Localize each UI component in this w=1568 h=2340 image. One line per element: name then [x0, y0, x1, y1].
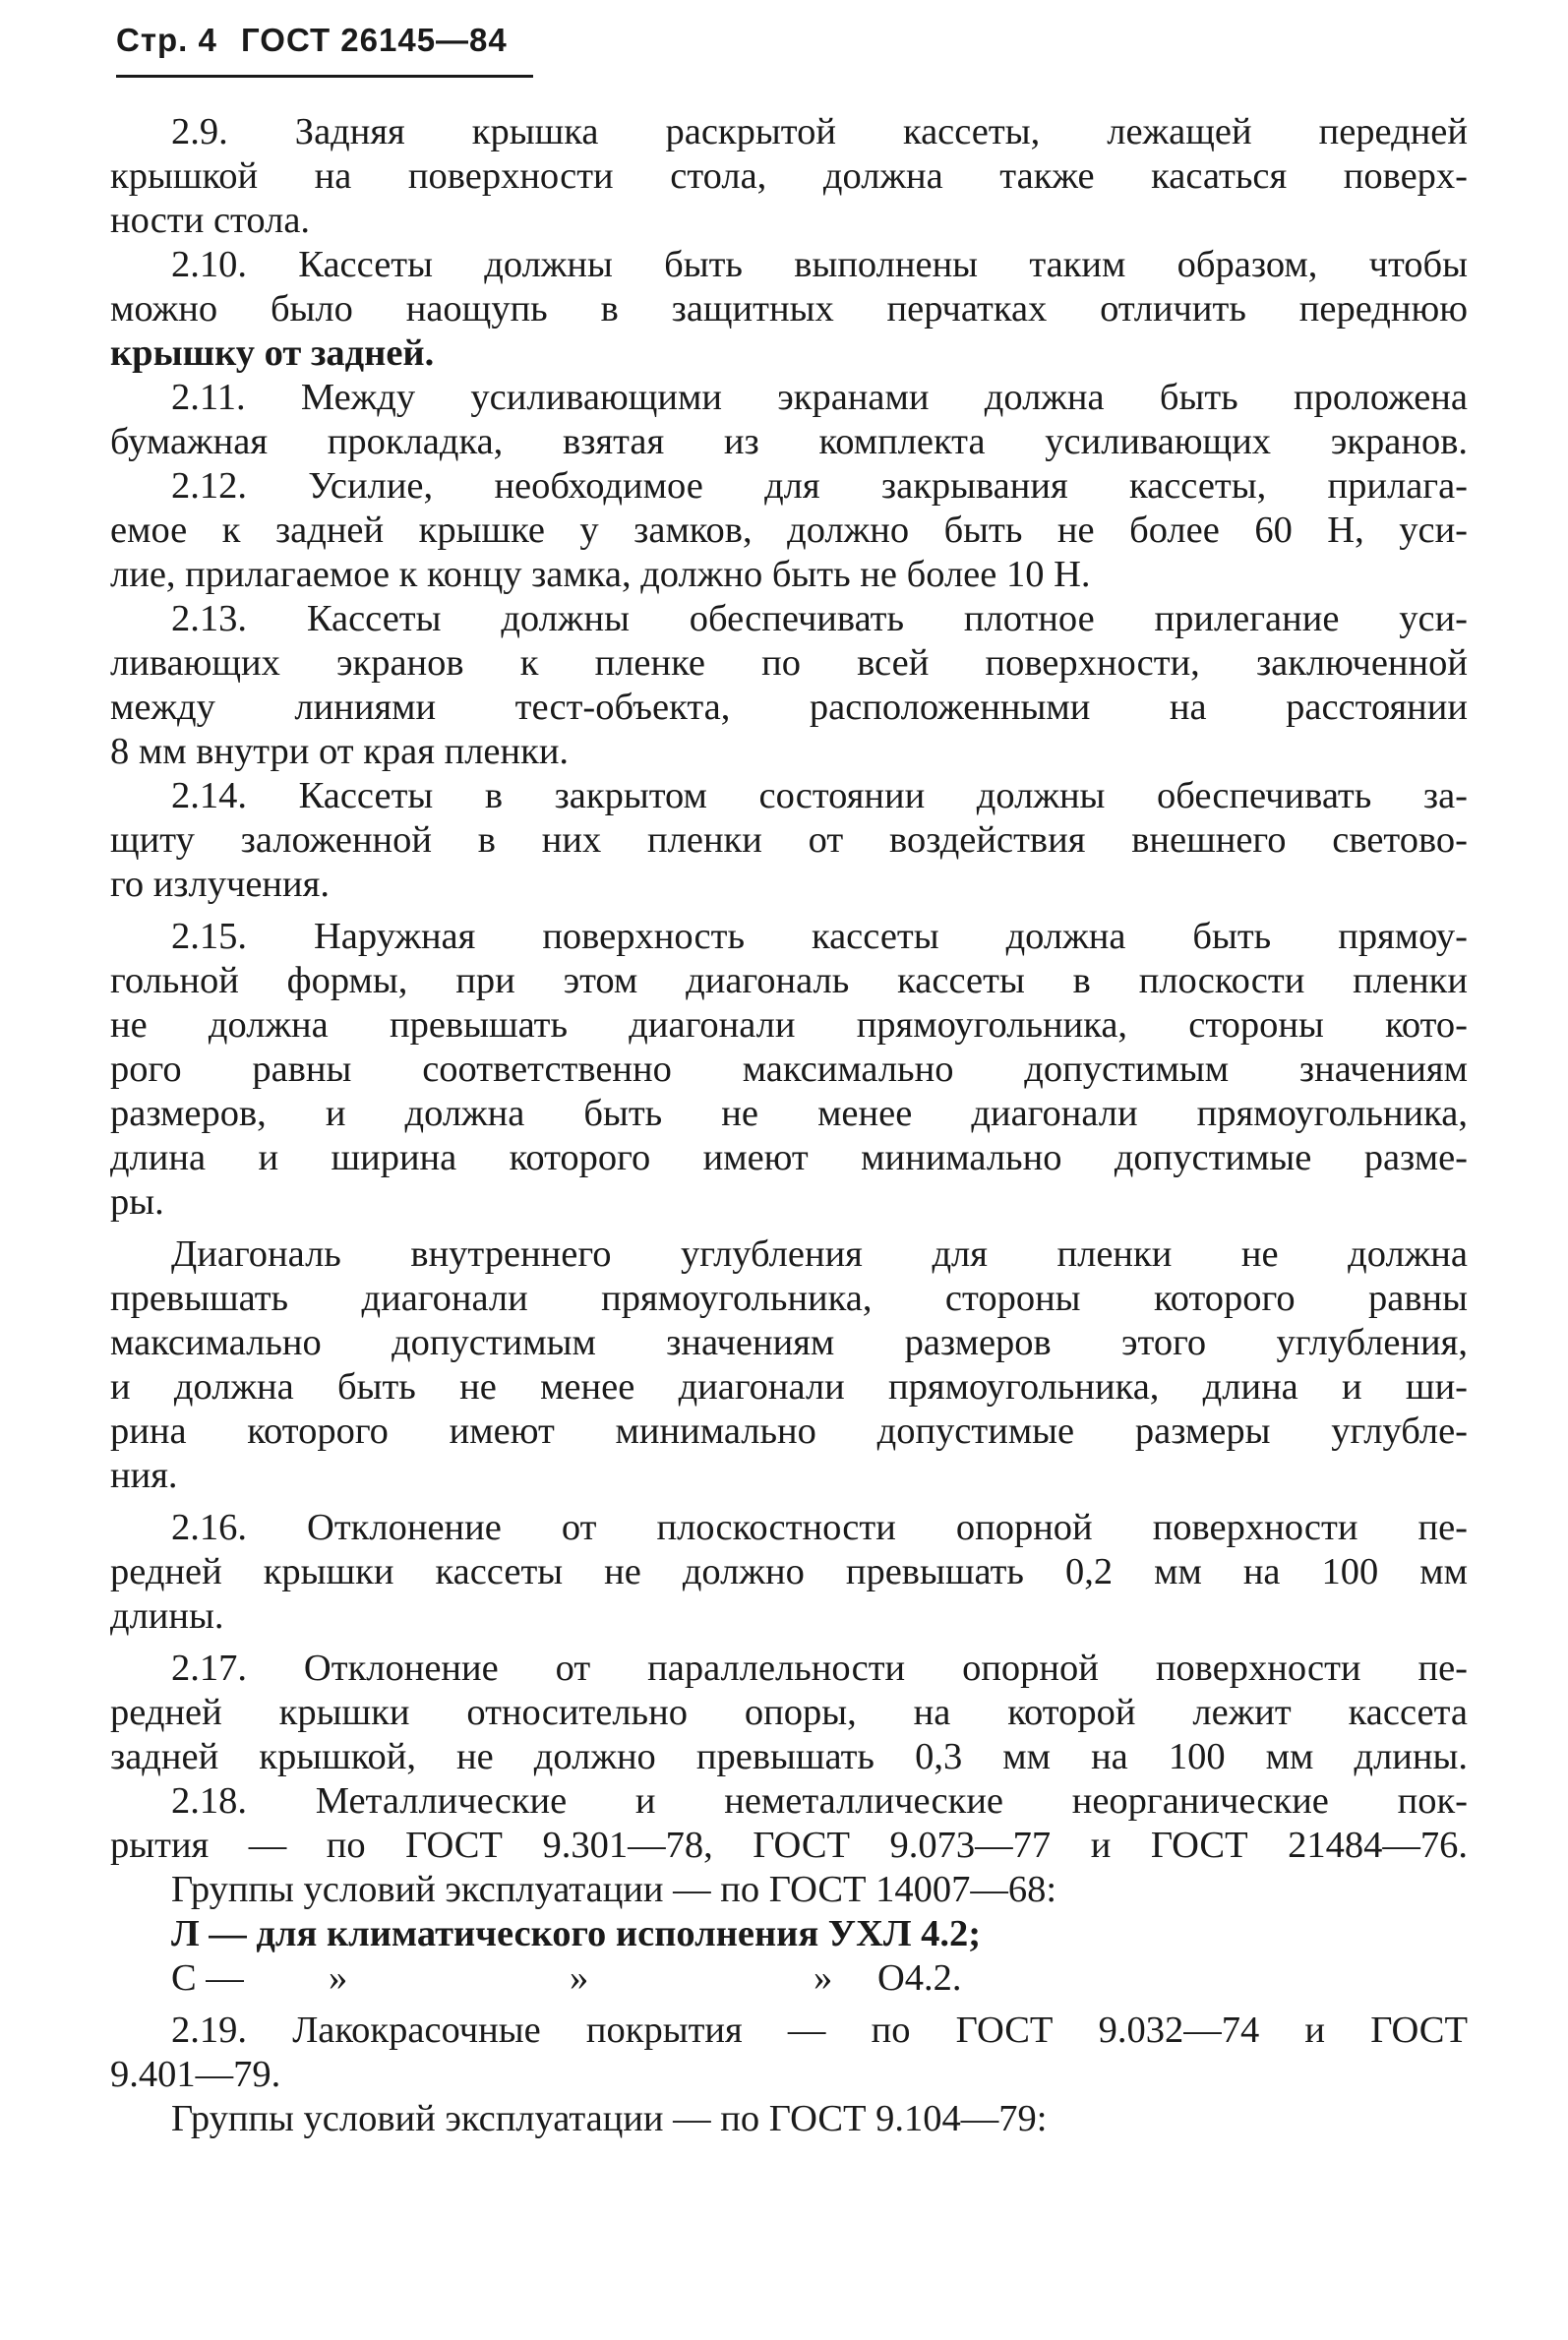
text-line: бумажная прокладка, взятая из комплекта усиливающих экранов.	[110, 421, 1468, 462]
text-line: длины.	[110, 1595, 224, 1637]
text-line: размеров, и должна быть не менее диагонали прямоугольника,	[110, 1093, 1468, 1134]
text-line: превышать диагонали прямоугольника, стороны которого равны	[110, 1278, 1468, 1319]
text-line: редней крышки относительно опоры, на которой лежит кассета	[110, 1692, 1468, 1733]
text-line: ливающих экранов к пленке по всей поверхности, заключенной	[110, 642, 1468, 684]
text-line: 8 мм внутри от края пленки.	[110, 731, 570, 772]
standard-number: ГОСТ 26145—84	[241, 22, 508, 58]
ditto-mark: »	[329, 1957, 348, 1999]
text-line: 9.401—79.	[110, 2054, 281, 2095]
text-line: 2.16. Отклонение от плоскостности опорной поверхности пе-	[171, 1507, 1468, 1548]
text-line: максимально допустимым значениям размеров этого углубления,	[110, 1322, 1468, 1363]
text-line: крышку от задней.	[110, 332, 435, 374]
text-line: ния.	[110, 1455, 178, 1496]
text-line: рытия — по ГОСТ 9.301—78, ГОСТ 9.073—77 и ГОСТ 21484—76.	[110, 1825, 1468, 1866]
text-line: 2.19. Лакокрасочные покрытия — по ГОСТ 9.032—74 и ГОСТ	[171, 2010, 1468, 2051]
text-line: ры.	[110, 1181, 164, 1223]
climate-code: О4.2.	[877, 1957, 962, 1999]
page-header	[116, 22, 508, 59]
text-line: задней крышкой, не должно превышать 0,3 мм на 100 мм длины.	[110, 1736, 1468, 1777]
text-line: Группы условий эксплуатации — по ГОСТ 14007—68:	[171, 1869, 1057, 1910]
text-line: лие, прилагаемое к концу замка, должно быть не более 10 Н.	[110, 554, 1091, 595]
text-line: рина которого имеют минимально допустимые размеры углубле-	[110, 1410, 1468, 1452]
text-line: емое к задней крышке у замков, должно быть не более 60 Н, уси-	[110, 510, 1468, 551]
text-line: ности стола.	[110, 200, 311, 241]
text-line: 2.17. Отклонение от параллельности опорной поверхности пе-	[171, 1648, 1468, 1689]
text-line: щиту заложенной в них пленки от воздействия внешнего светово-	[110, 819, 1468, 861]
text-line: редней крышки кассеты не должно превышать 0,2 мм на 100 мм	[110, 1551, 1468, 1592]
text-line: 2.9. Задняя крышка раскрытой кассеты, лежащей передней	[171, 111, 1468, 152]
document-body	[110, 110, 1468, 2141]
text-line: крышкой на поверхности стола, должна также касаться поверх-	[110, 155, 1468, 197]
text-line: 2.11. Между усиливающими экранами должна быть проложена	[171, 377, 1468, 418]
text-line: 2.15. Наружная поверхность кассеты должна быть прямоу-	[171, 916, 1468, 957]
ditto-mark: »	[814, 1957, 833, 1999]
text-line: 2.14. Кассеты в закрытом состоянии должны обеспечивать за-	[171, 775, 1468, 816]
text-line: го излучения.	[110, 864, 330, 905]
text-line: 2.13. Кассеты должны обеспечивать плотное прилегание уси-	[171, 598, 1468, 639]
text-line: длина и ширина которого имеют минимально допустимые разме-	[110, 1137, 1468, 1178]
text-line: 2.18. Металлические и неметаллические неорганические пок-	[171, 1780, 1468, 1822]
text-line: между линиями тест-объекта, расположенными на расстоянии	[110, 687, 1468, 728]
text-line: Диагональ внутреннего углубления для пленки не должна	[171, 1233, 1468, 1275]
text-line: Группы условий эксплуатации — по ГОСТ 9.104—79:	[171, 2098, 1048, 2139]
text-line: можно было наощупь в защитных перчатках отличить переднюю	[110, 288, 1468, 330]
page-label: Стр. 4	[116, 22, 217, 58]
text-line: рого равны соответственно максимально допустимым значениям	[110, 1049, 1468, 1090]
ditto-row	[110, 1956, 1468, 2001]
text-line: и должна быть не менее диагонали прямоугольника, длина и ши-	[110, 1366, 1468, 1408]
text-line: 2.10. Кассеты должны быть выполнены таким образом, чтобы	[171, 244, 1468, 285]
header-rule	[116, 75, 533, 78]
text-line: Л — для климатического исполнения УХЛ 4.2;	[171, 1913, 982, 1954]
text-line: гольной формы, при этом диагональ кассеты в плоскости пленки	[110, 960, 1468, 1001]
ditto-letter: С —	[171, 1957, 244, 1999]
text-line: не должна превышать диагонали прямоугольника, стороны кото-	[110, 1004, 1468, 1046]
text-line: 2.12. Усилие, необходимое для закрывания кассеты, прилага-	[171, 465, 1468, 507]
ditto-mark: »	[570, 1957, 589, 1999]
